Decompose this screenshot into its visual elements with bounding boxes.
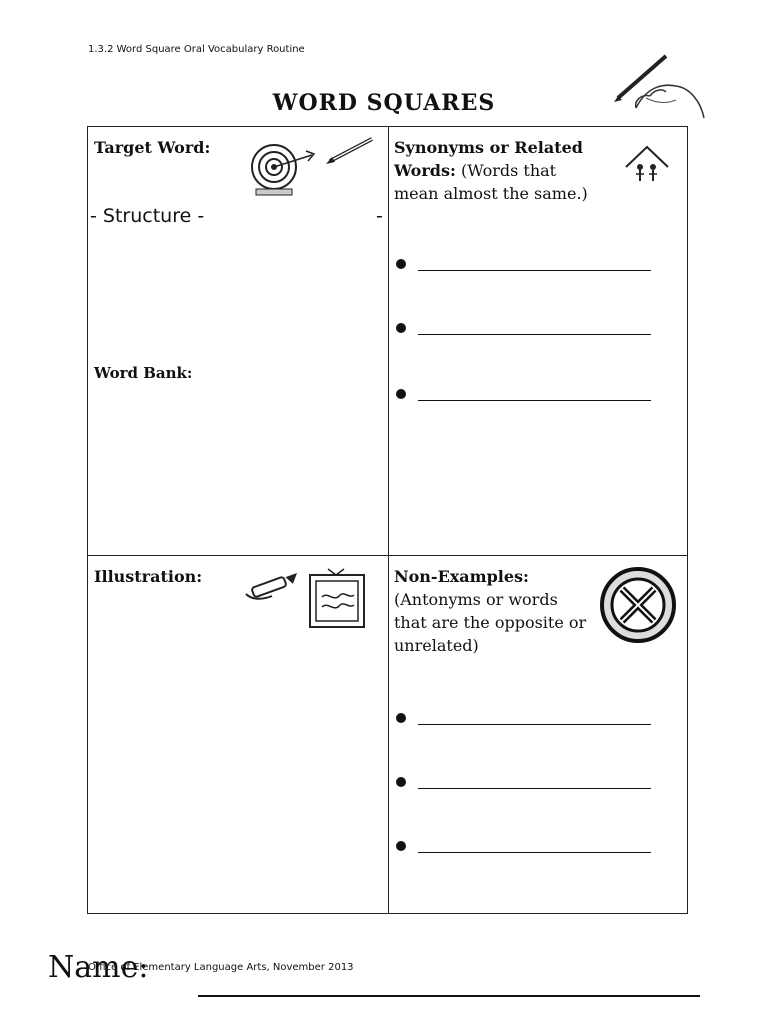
routine-heading: 1.3.2 Word Square Oral Vocabulary Routine — [88, 44, 305, 55]
synonyms-label-words: Words: — [394, 161, 456, 180]
bullet-icon — [396, 777, 406, 787]
bullet-icon — [396, 713, 406, 723]
non-examples-desc-3: unrelated) — [394, 636, 479, 655]
synonyms-heading — [394, 136, 588, 205]
target-arrow-icon — [248, 137, 318, 199]
horizontal-divider — [88, 555, 687, 556]
non-example-blank[interactable] — [396, 711, 651, 725]
crayon-icon — [242, 570, 302, 604]
synonyms-label: Synonyms or Related — [394, 138, 583, 157]
bullet-icon — [396, 389, 406, 399]
non-example-blank[interactable] — [396, 775, 651, 789]
word-square-grid — [87, 126, 688, 914]
non-examples-label: Non-Examples: — [394, 567, 529, 586]
synonyms-desc-1: (Words that — [455, 161, 557, 180]
name-label: Name: — [48, 950, 149, 985]
non-examples-desc-2: that are the opposite or — [394, 613, 587, 632]
non-examples-heading — [394, 565, 586, 657]
bullet-icon — [396, 259, 406, 269]
pencil-icon — [324, 135, 378, 165]
synonym-blank[interactable] — [396, 257, 651, 271]
illustration-label: Illustration: — [94, 567, 203, 586]
answer-line — [418, 788, 651, 789]
word-bank-label: Word Bank: — [94, 364, 193, 382]
structure-label: - Structure - — [90, 205, 205, 227]
synonym-blank[interactable] — [396, 321, 651, 335]
picture-frame-icon — [306, 567, 368, 631]
target-word-label: Target Word: — [94, 138, 211, 157]
page-title: WORD SQUARES — [272, 90, 496, 116]
answer-line — [418, 724, 651, 725]
house-family-icon — [622, 143, 672, 187]
answer-line — [418, 400, 651, 401]
answer-line — [418, 852, 651, 853]
non-example-blank[interactable] — [396, 839, 651, 853]
bullet-icon — [396, 323, 406, 333]
name-field-line[interactable] — [198, 995, 700, 997]
synonyms-desc-2: mean almost the same.) — [394, 184, 588, 203]
answer-line — [418, 334, 651, 335]
answer-line — [418, 270, 651, 271]
vertical-divider — [388, 127, 389, 913]
bullet-icon — [396, 841, 406, 851]
structure-dash: - — [376, 205, 383, 227]
crossed-circle-icon — [598, 565, 678, 645]
footer-credit: Office of Elementary Language Arts, November 2013 — [88, 962, 354, 973]
non-examples-desc-1: (Antonyms or words — [394, 590, 558, 609]
hand-writing-icon — [606, 48, 706, 128]
synonym-blank[interactable] — [396, 387, 651, 401]
